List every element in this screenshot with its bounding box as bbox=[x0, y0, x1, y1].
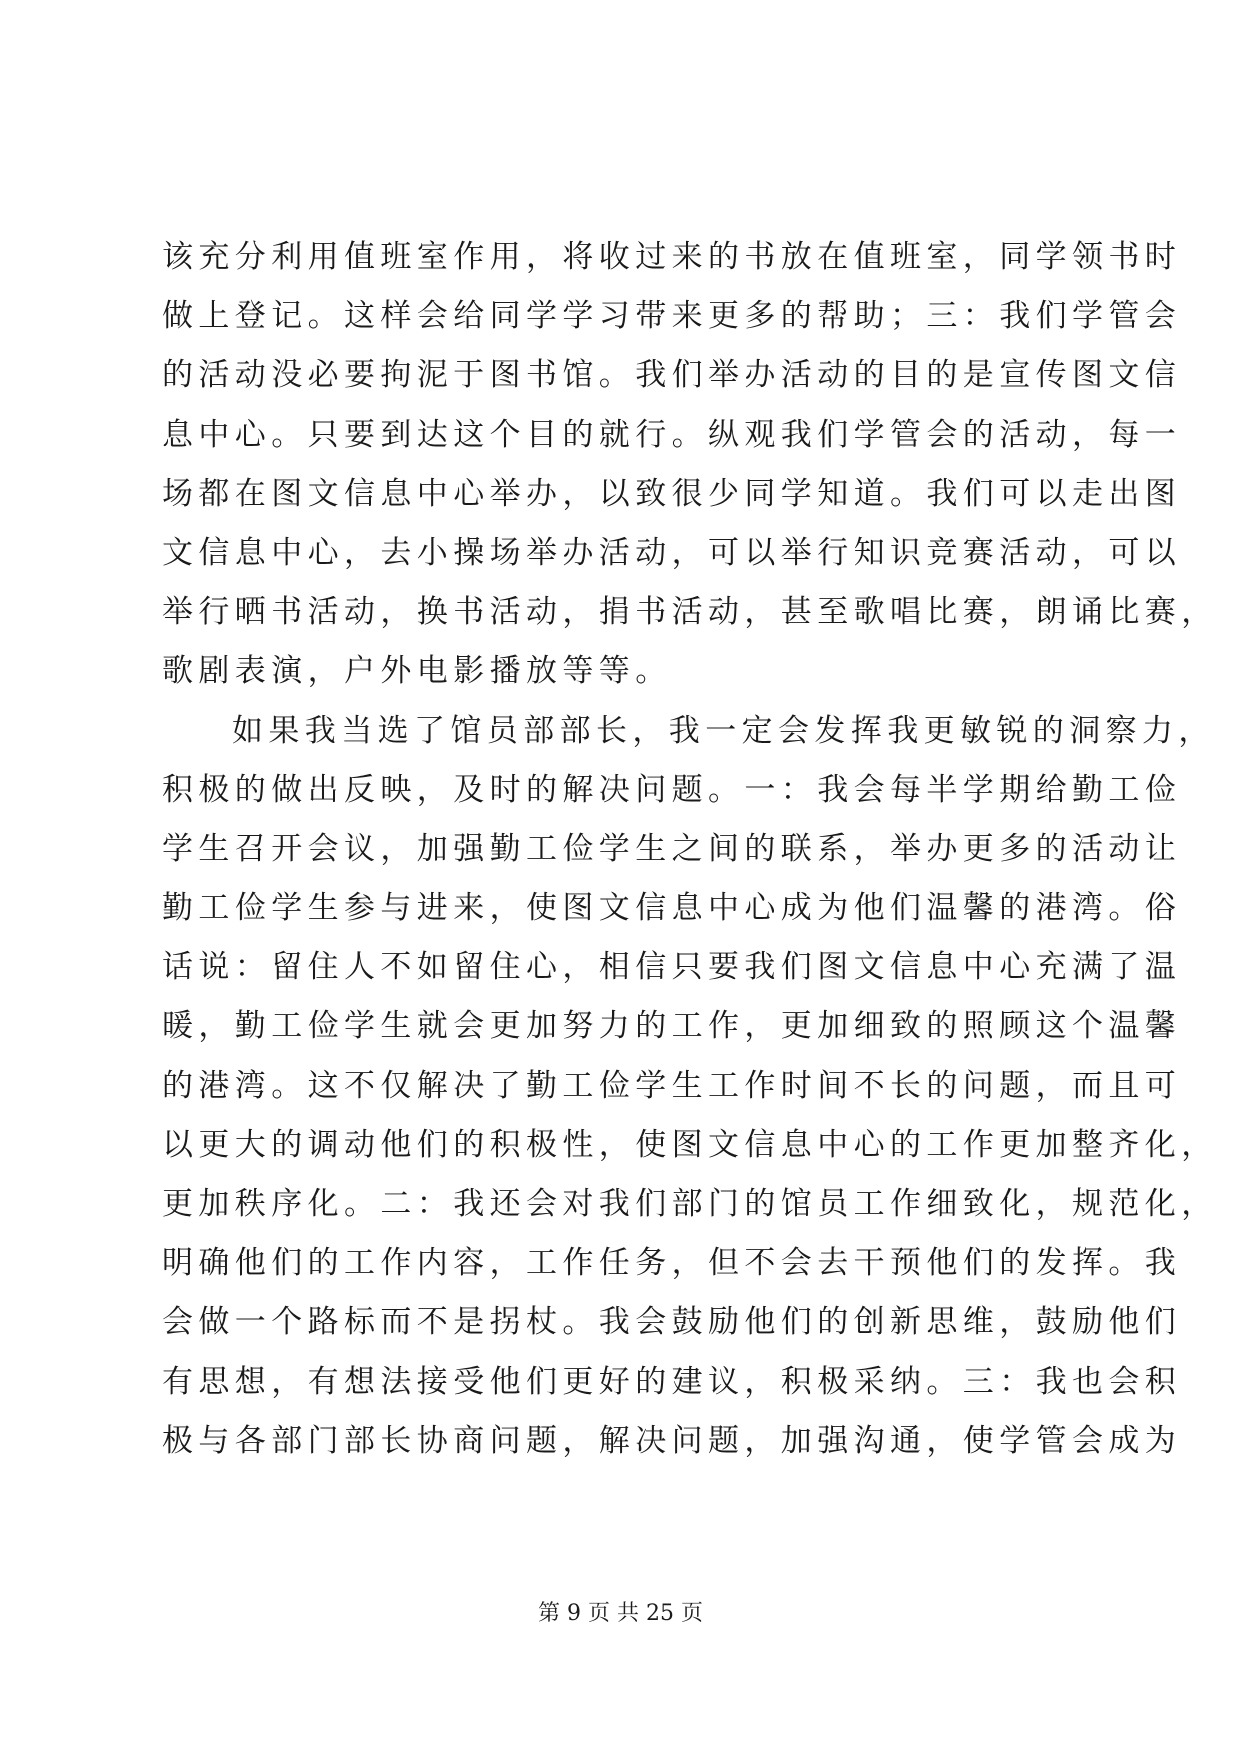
text-line: 话说：留住人不如留住心，相信只要我们图文信息中心充满了温 bbox=[162, 949, 1182, 986]
page-number-footer: 第 9 页 共 25 页 bbox=[538, 1601, 703, 1626]
text-line: 的活动没必要拘泥于图书馆。我们举办活动的目的是宣传图文信 bbox=[162, 357, 1182, 394]
paragraph-first-line: 如果我当选了馆员部部长，我一定会发挥我更敏锐的洞察力， bbox=[232, 712, 1215, 749]
text-line: 举行晒书活动，换书活动，捐书活动，甚至歌唱比赛，朗诵比赛， bbox=[162, 594, 1218, 631]
text-line: 有思想，有想法接受他们更好的建议，积极采纳。三：我也会积 bbox=[162, 1363, 1182, 1400]
text-line: 的港湾。这不仅解决了勤工俭学生工作时间不长的问题，而且可 bbox=[162, 1067, 1182, 1104]
text-line: 歌剧表演，户外电影播放等等。 bbox=[162, 653, 672, 690]
text-line: 息中心。只要到达这个目的就行。纵观我们学管会的活动，每一 bbox=[162, 416, 1182, 453]
text-line: 更加秩序化。二：我还会对我们部门的馆员工作细致化，规范化， bbox=[162, 1186, 1218, 1222]
text-line: 积极的做出反映，及时的解决问题。一：我会每半学期给勤工俭 bbox=[162, 771, 1182, 808]
text-line: 学生召开会议，加强勤工俭学生之间的联系，举办更多的活动让 bbox=[162, 830, 1182, 867]
body-text bbox=[162, 228, 1218, 1471]
text-line: 勤工俭学生参与进来，使图文信息中心成为他们温馨的港湾。俗 bbox=[162, 890, 1182, 927]
text-line: 做上登记。这样会给同学学习带来更多的帮助；三：我们学管会 bbox=[162, 298, 1182, 335]
text-line: 场都在图文信息中心举办，以致很少同学知道。我们可以走出图 bbox=[162, 475, 1182, 512]
text-line: 明确他们的工作内容，工作任务，但不会去干预他们的发挥。我 bbox=[162, 1245, 1182, 1282]
text-line: 以更大的调动他们的积极性，使图文信息中心的工作更加整齐化， bbox=[162, 1126, 1218, 1163]
text-line: 文信息中心，去小操场举办活动，可以举行知识竞赛活动，可以 bbox=[162, 534, 1182, 571]
text-line: 该充分利用值班室作用，将收过来的书放在值班室，同学领书时 bbox=[162, 239, 1182, 275]
text-line: 暖，勤工俭学生就会更加努力的工作，更加细致的照顾这个温馨 bbox=[162, 1008, 1182, 1045]
text-line: 会做一个路标而不是拐杖。我会鼓励他们的创新思维，鼓励他们 bbox=[162, 1304, 1182, 1341]
text-line: 极与各部门部长协商问题，解决问题，加强沟通，使学管会成为 bbox=[162, 1422, 1182, 1459]
